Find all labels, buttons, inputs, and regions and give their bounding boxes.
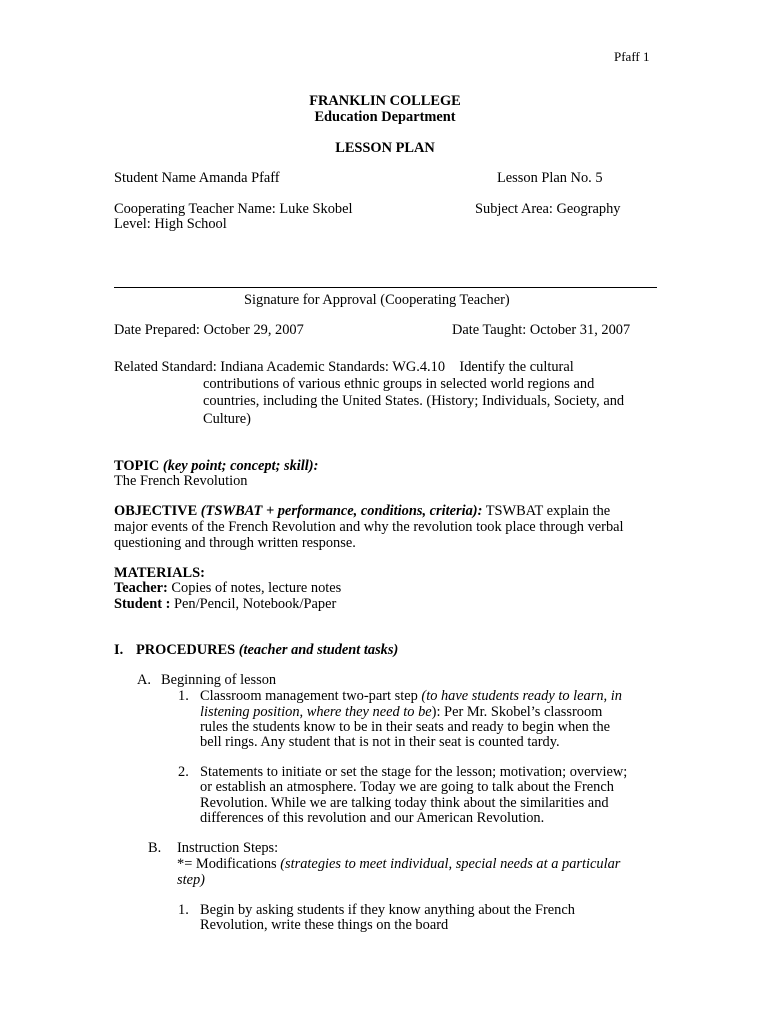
section-b-letter: B. <box>148 840 162 856</box>
materials-student <box>114 596 336 612</box>
level: Level: High School <box>114 216 227 232</box>
modifications-note-1: (strategies to meet individual, special needs at a particular <box>280 856 621 872</box>
a1-line-2 <box>200 704 602 720</box>
section-a-title: Beginning of lesson <box>161 672 277 688</box>
procedures-numeral: I. <box>114 642 124 658</box>
procedures-heading-line <box>136 642 398 658</box>
a1-line-2-italic: listening position, where they need to be <box>200 704 432 720</box>
b1-number: 1. <box>178 902 189 918</box>
related-standard-line-1: Related Standard: Indiana Academic Standards: WG.4.10 Identify the cultural <box>114 359 574 375</box>
related-standard-line-4: Culture) <box>203 411 251 427</box>
materials-teacher-text: Copies of notes, lecture notes <box>167 580 342 596</box>
objective-text-start: TSWBAT explain the <box>482 503 611 519</box>
cooperating-teacher: Cooperating Teacher Name: Luke Skobel <box>114 201 353 217</box>
modifications-note-2: step) <box>177 872 205 888</box>
procedures-heading: PROCEDURES <box>136 642 236 658</box>
objective-heading: OBJECTIVE <box>114 503 198 519</box>
a2-line-1: Statements to initiate or set the stage for the lesson; motivation; overview; <box>200 764 628 780</box>
a1-line-1 <box>200 688 622 704</box>
a1-line-1-italic: (to have students ready to learn, in <box>421 688 622 704</box>
modifications-label: *= Modifications <box>177 856 281 872</box>
related-standard-line-2: contributions of various ethnic groups in selected world regions and <box>203 376 595 392</box>
a2-line-4: differences of this revolution and our American Revolution. <box>200 810 545 826</box>
objective-line-3: questioning and through written response. <box>114 535 356 551</box>
signature-caption: Signature for Approval (Cooperating Teacher) <box>244 292 510 308</box>
page-label: Pfaff 1 <box>614 49 650 64</box>
topic-note: (key point; concept; skill): <box>159 458 319 474</box>
materials-student-text: Pen/Pencil, Notebook/Paper <box>170 596 337 612</box>
topic-heading: TOPIC <box>114 458 160 474</box>
materials-heading: MATERIALS: <box>114 565 205 581</box>
a1-number: 1. <box>178 688 189 704</box>
section-b-title: Instruction Steps: <box>177 840 279 856</box>
topic-heading-line <box>114 458 318 474</box>
subject-area: Subject Area: Geography <box>475 201 621 217</box>
a1-line-4: bell rings. Any student that is not in their seat is counted tardy. <box>200 734 560 750</box>
b1-line-1: Begin by asking students if they know anything about the French <box>200 902 575 918</box>
materials-teacher-label: Teacher: <box>114 580 168 596</box>
college-name: FRANKLIN COLLEGE <box>309 93 461 109</box>
date-prepared: Date Prepared: October 29, 2007 <box>114 322 304 338</box>
department-name: Education Department <box>314 109 456 125</box>
a1-line-1-plain: Classroom management two-part step <box>200 688 422 704</box>
section-a-letter: A. <box>137 672 151 688</box>
modifications-line-1 <box>177 856 620 872</box>
document-title: LESSON PLAN <box>335 140 435 156</box>
objective-line-1 <box>114 503 610 519</box>
a1-line-2-plain: ): Per Mr. Skobel’s classroom <box>431 704 603 720</box>
procedures-note: (teacher and student tasks) <box>235 642 399 658</box>
date-taught: Date Taught: October 31, 2007 <box>452 322 631 338</box>
a2-line-2: or establish an atmosphere. Today we are going to talk about the French <box>200 779 614 795</box>
related-standard-line-3: countries, including the United States. (History; Individuals, Society, and <box>203 393 625 409</box>
topic-text: The French Revolution <box>114 473 248 489</box>
objective-line-2: major events of the French Revolution and why the revolution took place through verbal <box>114 519 624 535</box>
objective-note: (TSWBAT + performance, conditions, criteria): <box>197 503 483 519</box>
b1-line-2: Revolution, write these things on the board <box>200 917 449 933</box>
student-name: Student Name Amanda Pfaff <box>114 170 280 186</box>
signature-line <box>114 287 657 288</box>
a2-line-3: Revolution. While we are talking today think about the similarities and <box>200 795 609 811</box>
materials-student-label: Student : <box>114 596 171 612</box>
materials-teacher <box>114 580 341 596</box>
lesson-plan-number: Lesson Plan No. 5 <box>497 170 603 186</box>
a1-line-3: rules the students know to be in their seats and ready to begin when the <box>200 719 611 735</box>
a2-number: 2. <box>178 764 189 780</box>
